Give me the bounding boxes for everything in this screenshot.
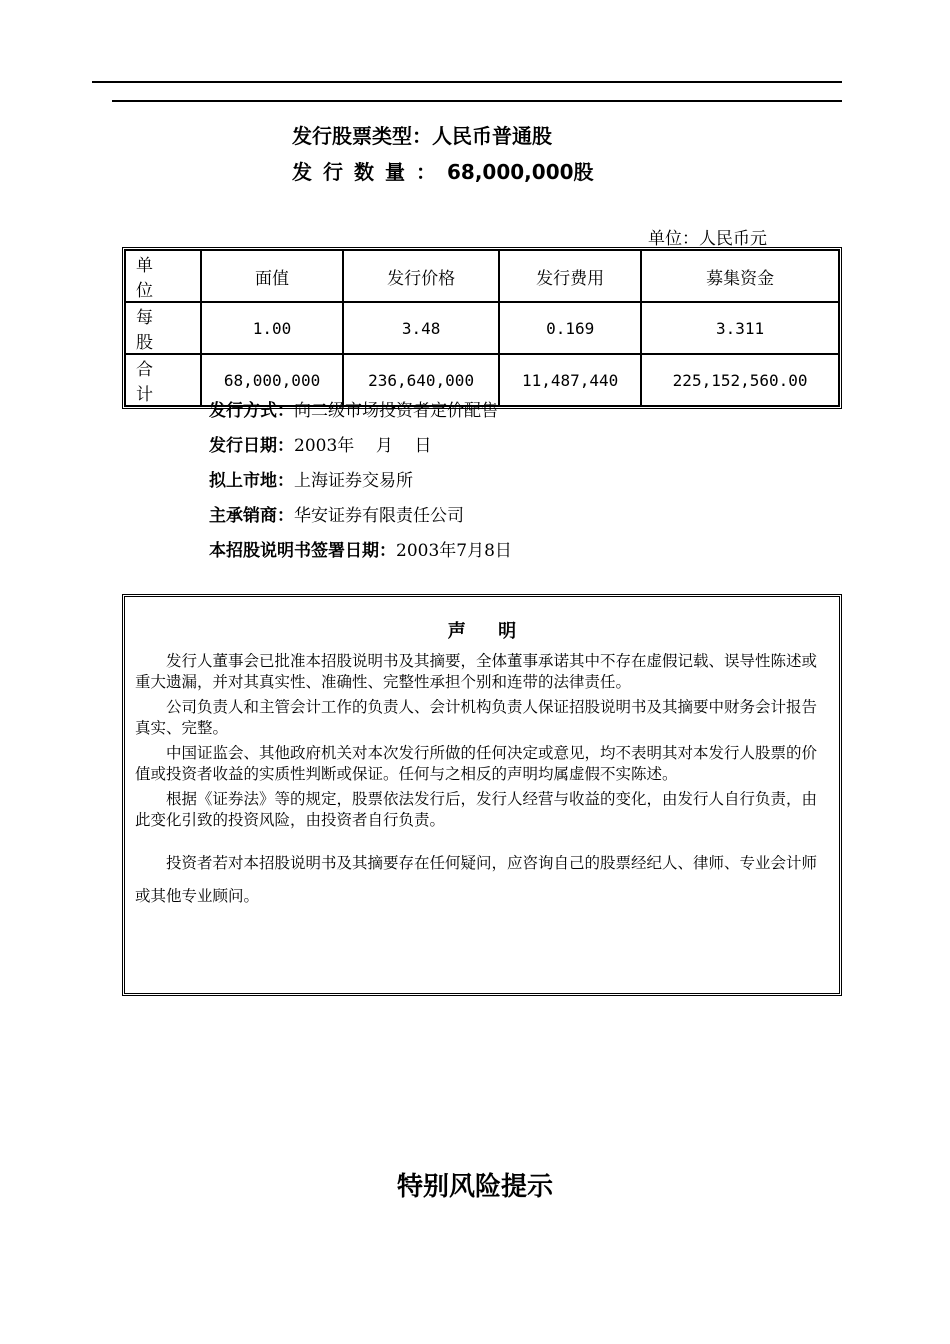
info-key: 发行日期：: [209, 436, 294, 456]
table-header-row: [125, 250, 839, 302]
header-cell-issue-price: 发行价格: [343, 250, 499, 302]
info-issue-date: [209, 431, 432, 456]
info-listing-exchange: [209, 466, 413, 491]
table-cell: 3.311: [641, 302, 839, 354]
special-risk-heading: 特别风险提示: [396, 1172, 553, 1202]
declaration-paragraph: 公司负责人和主管会计工作的负责人、会计机构负责人保证招股说明书及其摘要中财务会计报告真实、完整。: [135, 698, 818, 737]
row-label: 合计: [125, 354, 201, 406]
issue-table: [122, 247, 842, 409]
info-key: 主承销商：: [209, 506, 294, 526]
table-cell: 0.169: [499, 302, 641, 354]
header-cell-unit: 单位: [125, 250, 201, 302]
table-cell: 1.00: [201, 302, 343, 354]
declaration-title: 声明: [447, 621, 549, 642]
unit-note: 单位：人民币元: [648, 229, 767, 249]
info-key: 发行方式：: [209, 401, 294, 421]
row-label: 每股: [125, 302, 201, 354]
header-cell-issue-cost: 发行费用: [499, 250, 641, 302]
issue-quantity-label: 发行数量：: [292, 160, 447, 184]
declaration-paragraph: 发行人董事会已批准本招股说明书及其摘要，全体董事承诺其中不存在虚假记载、误导性陈述或重大遗漏，并对其真实性、准确性、完整性承担个别和连带的法律责任。: [135, 652, 818, 691]
info-value: 2003年7月8日: [396, 541, 512, 561]
table-cell: 11,487,440: [499, 354, 641, 406]
table-cell: 68,000,000: [201, 354, 343, 406]
header-cell-par-value: 面值: [201, 250, 343, 302]
info-issue-method: [209, 396, 498, 421]
issue-quantity-value: 68,000,000股: [447, 160, 594, 184]
second-rule: [112, 100, 842, 102]
info-value: 上海证券交易所: [294, 471, 413, 491]
info-value: 华安证券有限责任公司: [294, 506, 464, 526]
stock-type-value: 人民币普通股: [432, 124, 552, 148]
stock-type-line: [292, 120, 552, 149]
info-key: 本招股说明书签署日期：: [209, 541, 396, 561]
info-value: 向二级市场投资者定价配售: [294, 401, 498, 421]
issue-quantity-line: [292, 156, 594, 185]
info-value: 2003年 月 日: [294, 436, 432, 456]
table-cell: 225,152,560.00: [641, 354, 839, 406]
declaration-box: [122, 594, 842, 996]
info-key: 拟上市地：: [209, 471, 294, 491]
declaration-paragraph: 投资者若对本招股说明书及其摘要存在任何疑问，应咨询自己的股票经纪人、律师、专业会计师或其他专业顾问。: [135, 854, 818, 905]
table-cell: 3.48: [343, 302, 499, 354]
info-signing-date: [209, 536, 512, 561]
stock-type-label: 发行股票类型：: [292, 124, 432, 148]
header-cell-proceeds: 募集资金: [641, 250, 839, 302]
table-cell: 236,640,000: [343, 354, 499, 406]
top-rule: [92, 81, 842, 83]
declaration-paragraph: 中国证监会、其他政府机关对本次发行所做的任何决定或意见，均不表明其对本发行人股票的价值或投资者收益的实质性判断或保证。任何与之相反的声明均属虚假不实陈述。: [135, 744, 818, 783]
info-lead-underwriter: [209, 501, 464, 526]
declaration-paragraph: 根据《证券法》等的规定，股票依法发行后，发行人经营与收益的变化，由发行人自行负责，由此变化引致的投资风险，由投资者自行负责。: [135, 790, 818, 829]
table-row: [125, 302, 839, 354]
